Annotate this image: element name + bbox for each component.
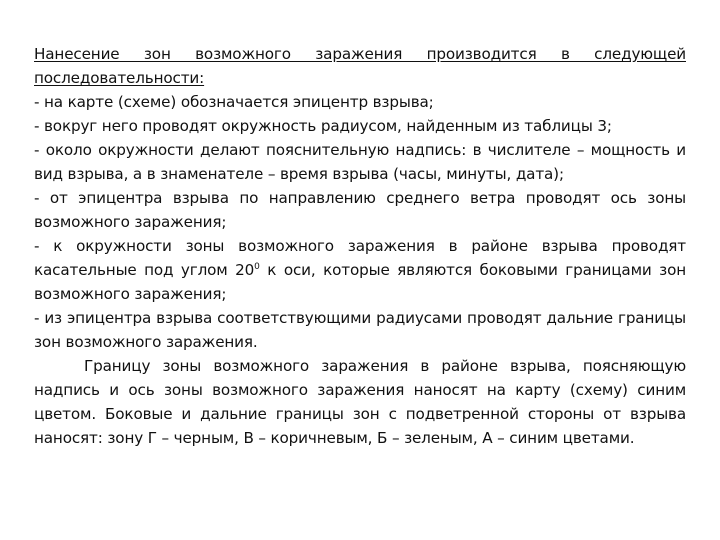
closing-paragraph xyxy=(34,354,686,450)
angle-text-after: к оси, которые являются боковыми границами зон возможного заражения; xyxy=(34,261,686,303)
closing-paragraph-text: Границу зоны возможного заражения в районе взрыва, поясняющую надпись и ось зоны возможного заражения наносят на карту (схему) синим цветом. Боковые и дальние границы зон с подветренной стороны от взрыва наносят: зону Г – черным, В – коричневым, Б – зеленым, А – синим цветами. xyxy=(34,357,686,447)
angle-text-before: - к окружности зоны возможного заражения в районе взрыва проводят касательные под углом 20 xyxy=(34,237,686,279)
list-item: - от эпицентра взрыва по направлению среднего ветра проводят ось зоны возможного заражения; xyxy=(34,189,686,231)
degree-superscript: 0 xyxy=(254,261,260,272)
list-item: - около окружности делают пояснительную надпись: в числителе – мощность и вид взрыва, а в знаменателе – время взрыва (часы, минуты, дата); xyxy=(34,141,686,183)
list-item: - на карте (схеме) обозначается эпицентр взрыва; xyxy=(34,93,434,111)
list-item: - вокруг него проводят окружность радиусом, найденным из таблицы 3; xyxy=(34,117,612,135)
document-page xyxy=(34,42,686,450)
document-heading: Нанесение зон возможного заражения производится в следующей последовательности: xyxy=(34,45,686,87)
list-item-angle xyxy=(34,234,686,306)
document-body xyxy=(34,42,686,450)
list-item: - из эпицентра взрыва соответствующими радиусами проводят дальние границы зон возможного заражения. xyxy=(34,309,686,351)
